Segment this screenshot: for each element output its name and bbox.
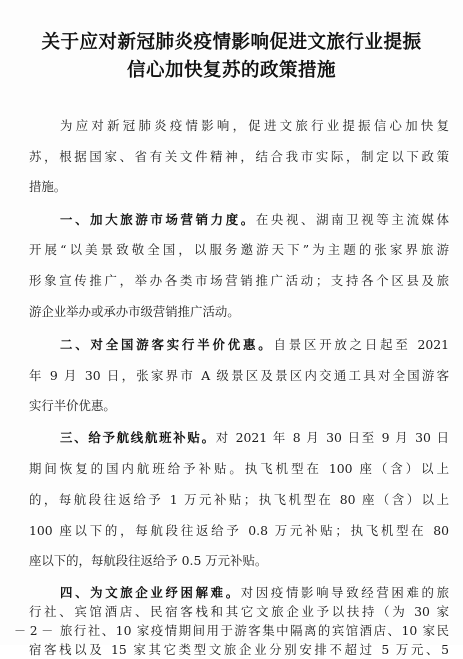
- intro-line: 苏，根据国家、省有关文件精神，结合我市实际，制定以下政策: [29, 149, 449, 164]
- section-1-heading: 一、加大旅游市场营销力度。: [60, 212, 256, 227]
- section-2-first-line: [60, 336, 449, 354]
- section-4-line: 宿客栈以及 15 家其它类型文旅企业分别安排不超过 5 万元、5: [29, 642, 449, 657]
- section-1-text: 在央视、湖南卫视等主流媒体: [255, 212, 450, 227]
- intro-line: 措施。: [29, 179, 67, 194]
- section-4-first-line: [60, 584, 449, 602]
- section-3-heading: 三、给予航线航班补贴。: [60, 430, 216, 445]
- document-title-line-2: 信心加快复苏的政策措施: [126, 60, 336, 81]
- section-2-line: 实行半价优惠。: [29, 398, 116, 413]
- section-1-first-line: [60, 211, 449, 229]
- page-number: － 2 －: [14, 624, 54, 638]
- section-4-line: 行社、宾馆酒店、民宿客栈和其它文旅企业予以扶持（为 30 家: [29, 604, 449, 619]
- section-1-line: 形象宣传推广，举办各类市场营销推广活动；支持各个区县及旅: [29, 273, 449, 288]
- section-2-heading: 二、对全国游客实行半价优惠。: [60, 337, 274, 352]
- section-3-line: 100 座以下的，每航段往返给予 0.8 万元补贴；执飞机型在 80: [29, 523, 449, 538]
- section-3-line: 座以下的，每航段往返给予 0.5 万元补贴。: [29, 553, 268, 568]
- section-4-text: 对因疫情影响导致经营困难的旅: [240, 585, 450, 600]
- section-1-line: 游企业举办或承办市级营销推广活动。: [29, 304, 240, 319]
- section-4-line: 旅行社、10 家疫情期间用于游客集中隔离的宾馆酒店、10 家民: [60, 623, 449, 638]
- section-3-line: 的，每航段往返给予 1 万元补贴；执飞机型在 80 座（含）以上: [29, 492, 449, 507]
- section-1-line: 开展“以美景致敬全国，以服务邀游天下”为主题的张家界旅游: [29, 242, 449, 257]
- section-3-line: 期间恢复的国内航班给予补贴。执飞机型在 100 座（含）以上: [29, 461, 449, 476]
- intro-line: 为应对新冠肺炎疫情影响，促进文旅行业提振信心加快复: [60, 118, 449, 133]
- section-3-text: 对 2021 年 8 月 30 日至 9 月 30 日: [215, 430, 449, 445]
- section-2-line: 年 9 月 30 日，张家界市 A 级景区及景区内交通工具对全国游客: [29, 368, 449, 383]
- section-4-heading: 四、为文旅企业纾困解难。: [60, 585, 241, 600]
- section-3-first-line: [60, 429, 449, 447]
- document-title-line-1: 关于应对新冠肺炎疫情影响促进文旅行业提振: [41, 32, 422, 53]
- section-2-text: 自景区开放之日起至 2021: [273, 337, 449, 352]
